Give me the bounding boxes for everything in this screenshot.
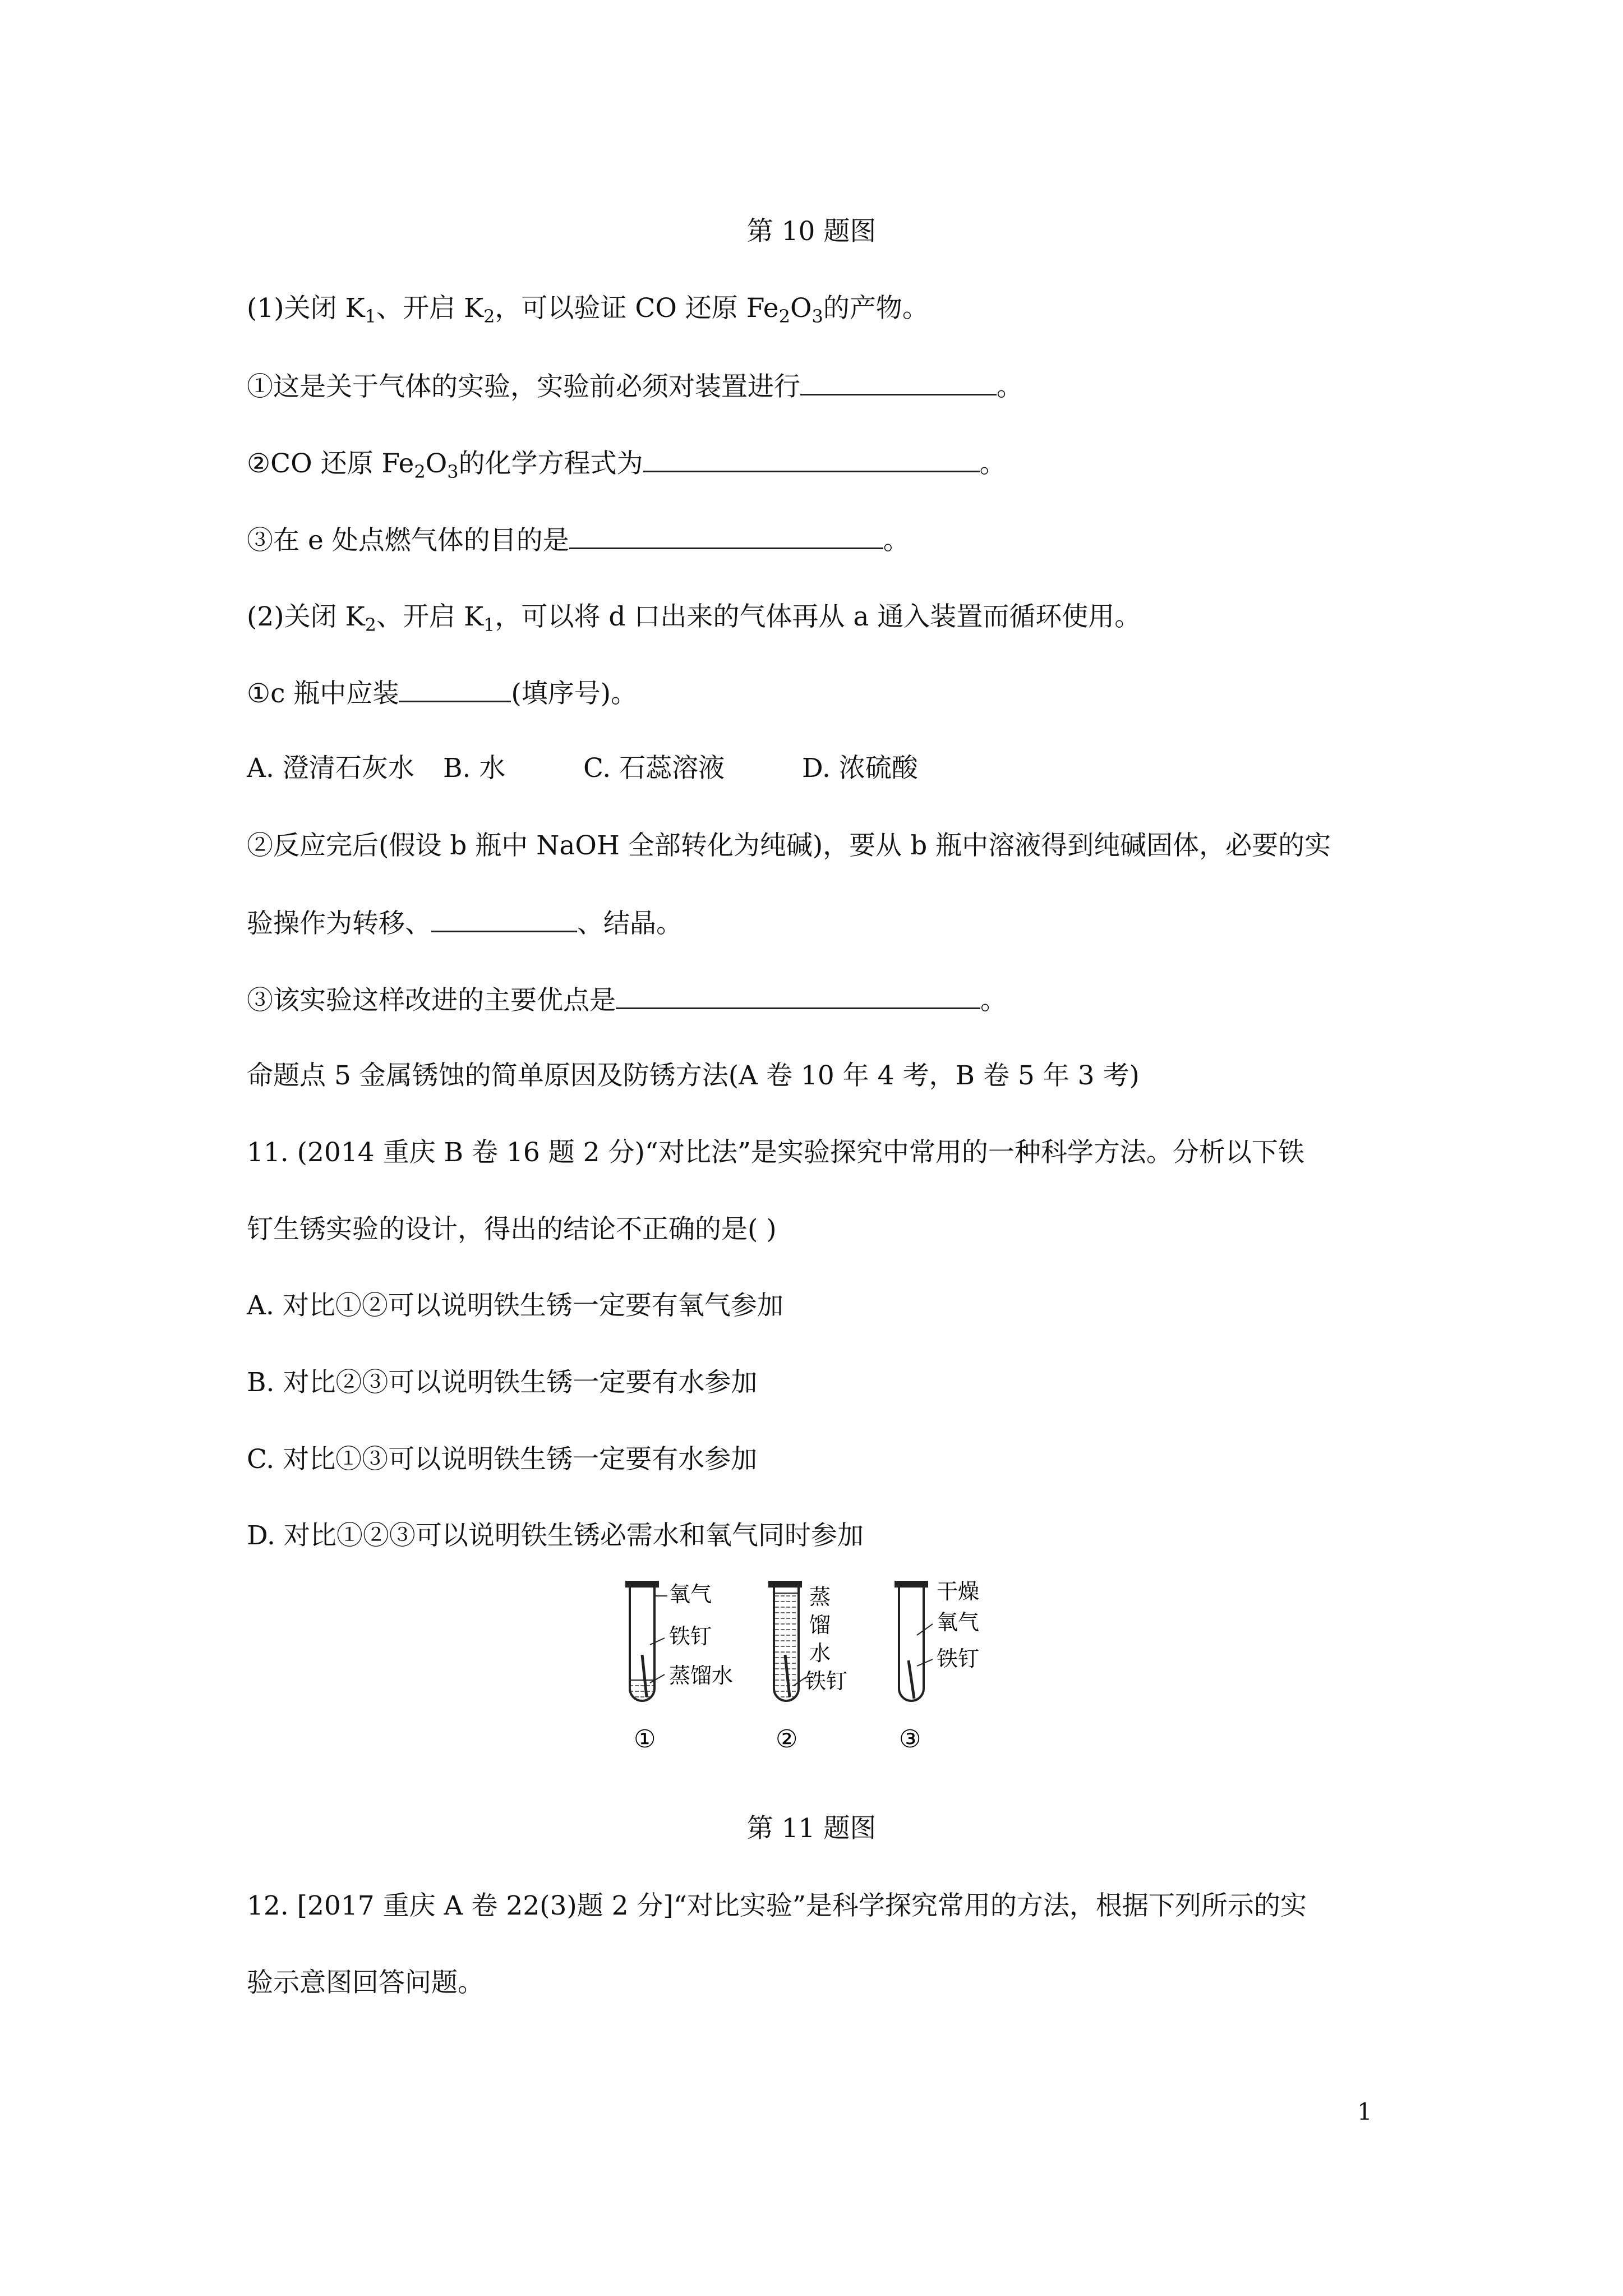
figure-10-caption: 第 10 题图 [746, 216, 877, 247]
tube1-number: ① [634, 1725, 656, 1754]
page-number: 1 [1357, 2098, 1372, 2125]
q10-options [247, 752, 918, 785]
answer-blank[interactable] [431, 906, 577, 932]
test-tube-3 [895, 1579, 979, 1754]
tube2-label-1: 蒸 [809, 1585, 831, 1609]
q11-option-b[interactable]: B. 对比②③可以说明铁生锈一定要有水参加 [247, 1367, 758, 1398]
option-a[interactable]: A. 澄清石灰水 [247, 753, 414, 784]
section-heading: 命题点 5 金属锈蚀的简单原因及防锈方法(A 卷 10 年 4 考，B 卷 5 年 3 考) [247, 1060, 1140, 1091]
tube3-label-dry: 干燥 [937, 1579, 980, 1604]
q10-sub4: ①c 瓶中应装 (填序号)。 [247, 676, 637, 711]
q10-sub5-line1: ②反应完后(假设 b 瓶中 NaOH 全部转化为纯碱)，要从 b 瓶中溶液得到纯碱固体，必要的实 [247, 830, 1331, 861]
q12-stem-line1: 12. [2017 重庆 A 卷 22(3)题 2 分]“对比实验”是科学探究常用的方法，根据下列所示的实 [247, 1890, 1307, 1921]
q10-sub3: ③在 e 处点燃气体的目的是 。 [247, 523, 910, 558]
q10-part1: (1)关闭 $K_1$、开启 $K_2$，可以验证 CO 还原 $Fe_2O_3$的产物。 [247, 293, 929, 327]
test-tube-1 [625, 1581, 733, 1754]
tube2-label-2: 馏 [809, 1613, 831, 1637]
tube1-label-water: 蒸馏水 [669, 1663, 734, 1688]
option-c[interactable]: C. 石蕊溶液 [583, 753, 725, 784]
q12-stem-line2: 验示意图回答问题。 [247, 1967, 484, 1998]
test-tube-2 [768, 1581, 847, 1754]
option-b[interactable]: B. 水 [443, 753, 506, 784]
q10-sub6: ③该实验这样改进的主要优点是 。 [247, 983, 1007, 1018]
answer-blank[interactable] [643, 446, 980, 472]
tube1-label-oxygen: 氧气 [669, 1582, 712, 1607]
q10-sub1: ①这是关于气体的实验，实验前必须对装置进行 。 [247, 369, 1023, 404]
q11-stem-line2: 钉生锈实验的设计，得出的结论不正确的是( ) [247, 1214, 777, 1245]
tube3-number: ③ [899, 1725, 921, 1754]
tube2-label-nail: 铁钉 [805, 1669, 848, 1694]
q11-stem-line1: 11. (2014 重庆 B 卷 16 题 2 分)“对比法”是实验探究中常用的一种科学方法。分析以下铁 [247, 1137, 1304, 1168]
answer-blank[interactable] [800, 369, 997, 395]
q11-option-d[interactable]: D. 对比①②③可以说明铁生锈必需水和氧气同时参加 [247, 1520, 864, 1551]
tube2-number: ② [776, 1725, 798, 1754]
iron-nail [909, 1660, 914, 1699]
tube3-label-nail: 铁钉 [937, 1646, 980, 1671]
tube1-label-nail: 铁钉 [669, 1624, 712, 1649]
q10-sub5-line2: 验操作为转移、 、结晶。 [247, 906, 683, 941]
test-tube-figure [603, 1576, 1029, 1761]
q11-option-a[interactable]: A. 对比①②可以说明铁生锈一定要有氧气参加 [247, 1290, 783, 1321]
figure-11-caption: 第 11 题图 [746, 1813, 877, 1844]
answer-blank[interactable] [399, 676, 511, 702]
tube3-label-oxygen: 氧气 [937, 1610, 980, 1635]
q10-sub2: ②CO 还原 $Fe_2O_3$的化学方程式为 。 [247, 446, 1006, 481]
tube2-label-3: 水 [809, 1641, 831, 1665]
q10-part2: (2)关闭 $K_2$、开启 $K_1$，可以将 d 口出来的气体再从 a 通入装置而循环使用。 [247, 601, 1141, 636]
answer-blank[interactable] [569, 523, 883, 549]
q11-option-c[interactable]: C. 对比①③可以说明铁生锈一定要有水参加 [247, 1444, 758, 1475]
option-d[interactable]: D. 浓硫酸 [802, 753, 918, 784]
answer-blank[interactable] [616, 983, 980, 1009]
